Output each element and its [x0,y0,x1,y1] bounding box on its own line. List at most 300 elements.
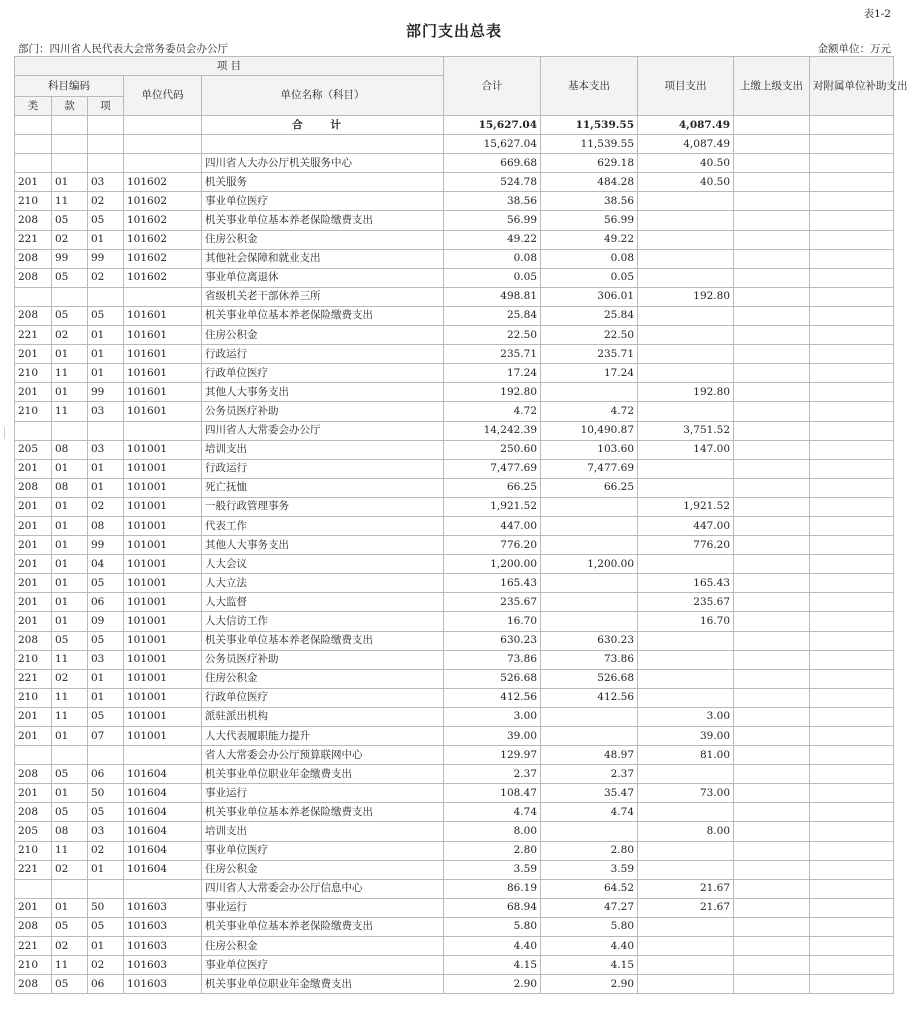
cell-upper [734,402,810,421]
cell-total: 1,921.52 [444,497,541,516]
cell-xiang: 03 [88,173,124,192]
cell-unit-name: 机关事业单位基本养老保险缴费支出 [202,211,444,230]
cell-total: 4.74 [444,803,541,822]
cell-unit-code: 101001 [124,650,202,669]
cell-upper [734,937,810,956]
cell-basic: 35.47 [541,784,638,803]
cell-upper [734,497,810,516]
cell-project [638,841,734,860]
cell-basic: 0.08 [541,249,638,268]
cell-xiang [88,116,124,135]
cell-unit-name: 机关事业单位基本养老保险缴费支出 [202,917,444,936]
cell-upper [734,192,810,211]
cell-kuan: 11 [52,364,88,383]
expenditure-table [14,56,908,994]
cell-upper [734,459,810,478]
cell-upper [734,249,810,268]
cell-total: 412.56 [444,688,541,707]
header-lei: 类 [15,97,52,116]
cell-unit-name: 其他社会保障和就业支出 [202,249,444,268]
cell-project: 235.67 [638,593,734,612]
cell-unit-name: 人大立法 [202,574,444,593]
cell-lei: 201 [15,612,52,631]
cell-unit-name: 住房公积金 [202,326,444,345]
cell-total: 14,242.39 [444,421,541,440]
cell-unit-code [124,421,202,440]
cell-total: 16.70 [444,612,541,631]
cell-kuan [52,421,88,440]
cell-subsidy [810,497,894,516]
cell-total: 25.84 [444,306,541,325]
cell-unit-name: 培训支出 [202,822,444,841]
cell-upper [734,631,810,650]
cell-lei: 210 [15,364,52,383]
cell-xiang [88,154,124,173]
cell-project [638,268,734,287]
cell-lei [15,154,52,173]
cell-unit-code: 101601 [124,364,202,383]
cell-kuan: 01 [52,727,88,746]
cell-upper [734,784,810,803]
cell-lei: 208 [15,211,52,230]
cell-unit-name: 死亡抚恤 [202,478,444,497]
cell-upper [734,268,810,287]
cell-basic: 2.90 [541,975,638,994]
cell-basic: 235.71 [541,345,638,364]
table-row [15,707,894,726]
cell-xiang: 50 [88,898,124,917]
cell-unit-code [124,879,202,898]
cell-xiang: 05 [88,574,124,593]
table-row [15,459,894,478]
cell-project: 21.67 [638,898,734,917]
unit-subtotal-row [15,421,894,440]
cell-total: 4.40 [444,937,541,956]
cell-unit-name: 四川省人大办公厅机关服务中心 [202,154,444,173]
cell-upper [734,822,810,841]
cell-upper [734,593,810,612]
cell-xiang: 05 [88,803,124,822]
cell-upper [734,746,810,765]
cell-basic: 2.80 [541,841,638,860]
cell-subsidy [810,173,894,192]
cell-lei: 221 [15,937,52,956]
cell-project [638,650,734,669]
cell-basic: 56.99 [541,211,638,230]
cell-lei: 208 [15,478,52,497]
cell-total: 2.80 [444,841,541,860]
cell-total: 165.43 [444,574,541,593]
cell-total: 7,477.69 [444,459,541,478]
cell-total: 498.81 [444,287,541,306]
cell-basic [541,536,638,555]
cell-subsidy [810,364,894,383]
cell-project: 3.00 [638,707,734,726]
cell-lei [15,746,52,765]
grand-total-total: 15,627.04 [444,116,541,135]
cell-basic: 10,490.87 [541,421,638,440]
cell-subsidy [810,383,894,402]
cell-unit-code: 101603 [124,975,202,994]
cell-project: 4,087.49 [638,135,734,154]
cell-project [638,249,734,268]
cell-unit-code: 101001 [124,727,202,746]
cell-lei: 201 [15,173,52,192]
table-id: 表1-2 [863,8,891,20]
cell-subsidy [810,937,894,956]
table-row [15,765,894,784]
cell-unit-name: 机关事业单位职业年金缴费支出 [202,975,444,994]
cell-xiang [88,287,124,306]
cell-basic: 0.05 [541,268,638,287]
cell-kuan: 01 [52,516,88,535]
cell-xiang: 04 [88,555,124,574]
cell-project: 447.00 [638,516,734,535]
cell-lei [15,116,52,135]
cell-xiang [88,421,124,440]
cell-kuan: 02 [52,669,88,688]
cell-xiang [88,879,124,898]
cell-unit-code: 101604 [124,841,202,860]
cell-subsidy [810,440,894,459]
cell-lei [15,287,52,306]
cell-upper [734,421,810,440]
cell-xiang: 01 [88,937,124,956]
cell-upper [734,135,810,154]
cell-project [638,631,734,650]
grand-total-label: 合 计 [202,116,444,135]
cell-kuan: 01 [52,497,88,516]
cell-kuan: 01 [52,574,88,593]
cell-kuan: 11 [52,841,88,860]
cell-xiang [88,746,124,765]
cell-unit-code: 101001 [124,440,202,459]
cell-subsidy [810,211,894,230]
table-row [15,574,894,593]
table-row [15,650,894,669]
cell-unit-name: 行政运行 [202,345,444,364]
header-unit-code: 单位代码 [124,76,202,116]
cell-basic: 11,539.55 [541,135,638,154]
cell-total: 2.37 [444,765,541,784]
cell-subsidy [810,287,894,306]
cell-subsidy [810,803,894,822]
cell-kuan: 08 [52,478,88,497]
table-row [15,402,894,421]
cell-lei: 210 [15,956,52,975]
cell-subsidy [810,230,894,249]
cell-unit-code: 101001 [124,459,202,478]
cell-upper [734,765,810,784]
cell-kuan: 11 [52,707,88,726]
cell-xiang: 01 [88,669,124,688]
cell-total: 1,200.00 [444,555,541,574]
cell-lei: 201 [15,383,52,402]
cell-basic: 17.24 [541,364,638,383]
cell-subsidy [810,154,894,173]
cell-unit-code: 101604 [124,765,202,784]
cell-lei: 201 [15,345,52,364]
table-row [15,956,894,975]
cell-subsidy [810,784,894,803]
cell-project: 192.80 [638,287,734,306]
cell-subsidy [810,192,894,211]
cell-upper [734,688,810,707]
cell-project: 192.80 [638,383,734,402]
cell-kuan: 02 [52,326,88,345]
cell-total: 38.56 [444,192,541,211]
cell-unit-name: 机关事业单位基本养老保险缴费支出 [202,306,444,325]
cell-kuan [52,287,88,306]
cell-lei: 208 [15,249,52,268]
cell-lei: 201 [15,593,52,612]
cell-lei: 208 [15,975,52,994]
table-row [15,822,894,841]
cell-kuan: 01 [52,593,88,612]
cell-subsidy [810,421,894,440]
cell-xiang: 03 [88,650,124,669]
cell-xiang: 05 [88,306,124,325]
cell-unit-name: 事业运行 [202,898,444,917]
cell-xiang: 06 [88,765,124,784]
cell-basic [541,612,638,631]
cell-unit-name: 其他人大事务支出 [202,383,444,402]
cell-project: 40.50 [638,173,734,192]
cell-subsidy [810,593,894,612]
cell-lei: 210 [15,402,52,421]
cell-basic [541,727,638,746]
cell-kuan [52,746,88,765]
cell-subsidy [810,822,894,841]
table-row [15,917,894,936]
table-row [15,326,894,345]
table-row [15,669,894,688]
cell-subsidy [810,135,894,154]
cell-upper [734,956,810,975]
cell-unit-code: 101602 [124,230,202,249]
cell-kuan: 02 [52,230,88,249]
cell-unit-code [124,135,202,154]
cell-unit-code: 101602 [124,268,202,287]
cell-upper [734,555,810,574]
cell-unit-name: 住房公积金 [202,230,444,249]
cell-lei: 201 [15,707,52,726]
cell-total: 73.86 [444,650,541,669]
cell-subsidy [810,841,894,860]
cell-unit-name: 人大代表履职能力提升 [202,727,444,746]
unit-subtotal-row [15,746,894,765]
cell-upper [734,211,810,230]
cell-upper [734,364,810,383]
cell-unit-code: 101604 [124,822,202,841]
cell-project: 8.00 [638,822,734,841]
cell-project [638,956,734,975]
unit-subtotal-row [15,154,894,173]
cell-unit-code: 101001 [124,516,202,535]
cell-basic: 4.15 [541,956,638,975]
cell-subsidy [810,917,894,936]
table-header [15,57,908,116]
cell-upper [734,326,810,345]
cell-basic [541,497,638,516]
summary-row [15,135,894,154]
table-row [15,612,894,631]
cell-unit-code: 101602 [124,249,202,268]
cell-upper [734,841,810,860]
cell-unit-code: 101001 [124,631,202,650]
cell-project: 3,751.52 [638,421,734,440]
cell-project: 39.00 [638,727,734,746]
cell-subsidy [810,306,894,325]
cell-basic [541,516,638,535]
cell-basic: 526.68 [541,669,638,688]
cell-subsidy [810,879,894,898]
cell-basic: 629.18 [541,154,638,173]
cell-kuan: 99 [52,249,88,268]
cell-total: 776.20 [444,536,541,555]
cell-unit-code: 101601 [124,345,202,364]
cell-xiang: 02 [88,268,124,287]
cell-kuan: 01 [52,345,88,364]
table-row [15,211,894,230]
cell-unit-code: 101603 [124,898,202,917]
grand-total-basic: 11,539.55 [541,116,638,135]
cell-project: 73.00 [638,784,734,803]
table-row [15,345,894,364]
cell-subsidy [810,345,894,364]
amount-unit-label: 金额单位：万元 [817,43,891,55]
cell-total: 108.47 [444,784,541,803]
table-row [15,268,894,287]
cell-unit-name: 一般行政管理事务 [202,497,444,516]
cell-unit-code: 101601 [124,326,202,345]
cell-lei: 205 [15,440,52,459]
cell-total: 5.80 [444,917,541,936]
cell-unit-name: 事业单位离退休 [202,268,444,287]
cell-xiang: 02 [88,497,124,516]
cell-kuan [52,135,88,154]
cell-unit-code: 101601 [124,306,202,325]
cell-lei [15,879,52,898]
cell-basic: 25.84 [541,306,638,325]
table-row [15,383,894,402]
table-row [15,898,894,917]
cell-upper [734,173,810,192]
cell-unit-name: 机关事业单位职业年金缴费支出 [202,765,444,784]
cell-kuan [52,116,88,135]
cell-kuan [52,154,88,173]
cell-project [638,459,734,478]
cell-kuan: 01 [52,784,88,803]
cell-xiang [88,135,124,154]
cell-lei: 208 [15,268,52,287]
cell-project: 40.50 [638,154,734,173]
cell-subsidy [810,669,894,688]
cell-project [638,975,734,994]
cell-kuan: 01 [52,612,88,631]
header-item: 项 目 [15,57,444,76]
cell-kuan: 11 [52,956,88,975]
cell-unit-name: 人大会议 [202,555,444,574]
cell-subsidy [810,688,894,707]
cell-total: 669.68 [444,154,541,173]
cell-unit-code: 101602 [124,211,202,230]
cell-project: 165.43 [638,574,734,593]
table-row [15,364,894,383]
cell-total: 17.24 [444,364,541,383]
cell-subsidy [810,898,894,917]
header-subject-code: 科目编码 [15,76,124,97]
cell-basic: 2.37 [541,765,638,784]
cell-xiang: 05 [88,707,124,726]
cell-project [638,306,734,325]
cell-xiang: 06 [88,593,124,612]
cell-unit-code: 101001 [124,478,202,497]
cell-unit-code: 101602 [124,192,202,211]
cell-upper [734,287,810,306]
cell-subsidy [810,765,894,784]
cell-subsidy [810,268,894,287]
cell-upper [734,478,810,497]
cell-kuan [52,879,88,898]
cell-basic: 4.72 [541,402,638,421]
cell-unit-name: 行政运行 [202,459,444,478]
cell-unit-name: 其他人大事务支出 [202,536,444,555]
cell-unit-name: 人大监督 [202,593,444,612]
cell-unit-name: 培训支出 [202,440,444,459]
cell-unit-name: 住房公积金 [202,860,444,879]
cell-xiang: 01 [88,326,124,345]
table-row [15,249,894,268]
cell-kuan: 02 [52,860,88,879]
cell-xiang: 01 [88,860,124,879]
cell-basic: 4.74 [541,803,638,822]
table-row [15,841,894,860]
cell-kuan: 05 [52,268,88,287]
cell-total: 250.60 [444,440,541,459]
cell-kuan: 01 [52,536,88,555]
cell-subsidy [810,402,894,421]
cell-kuan: 11 [52,650,88,669]
cell-lei: 208 [15,765,52,784]
table-row [15,975,894,994]
cell-project [638,669,734,688]
cell-unit-code: 101001 [124,555,202,574]
cell-lei: 205 [15,822,52,841]
cell-xiang: 05 [88,917,124,936]
table-row [15,688,894,707]
cell-unit-code: 101603 [124,937,202,956]
cell-project [638,364,734,383]
cell-basic: 4.40 [541,937,638,956]
cell-total: 66.25 [444,478,541,497]
cell-project: 16.70 [638,612,734,631]
cell-total: 447.00 [444,516,541,535]
cell-lei: 201 [15,574,52,593]
cell-total: 3.00 [444,707,541,726]
cell-unit-name: 省人大常委会办公厅预算联网中心 [202,746,444,765]
header-xiang: 项 [88,97,124,116]
cell-lei: 210 [15,841,52,860]
cell-total: 235.67 [444,593,541,612]
cell-basic: 484.28 [541,173,638,192]
cell-basic: 73.86 [541,650,638,669]
cell-upper [734,574,810,593]
header-subsidy: 对附属单位补助支出 [810,57,894,116]
cell-upper [734,440,810,459]
cell-unit-code [124,116,202,135]
cell-xiang: 99 [88,249,124,268]
